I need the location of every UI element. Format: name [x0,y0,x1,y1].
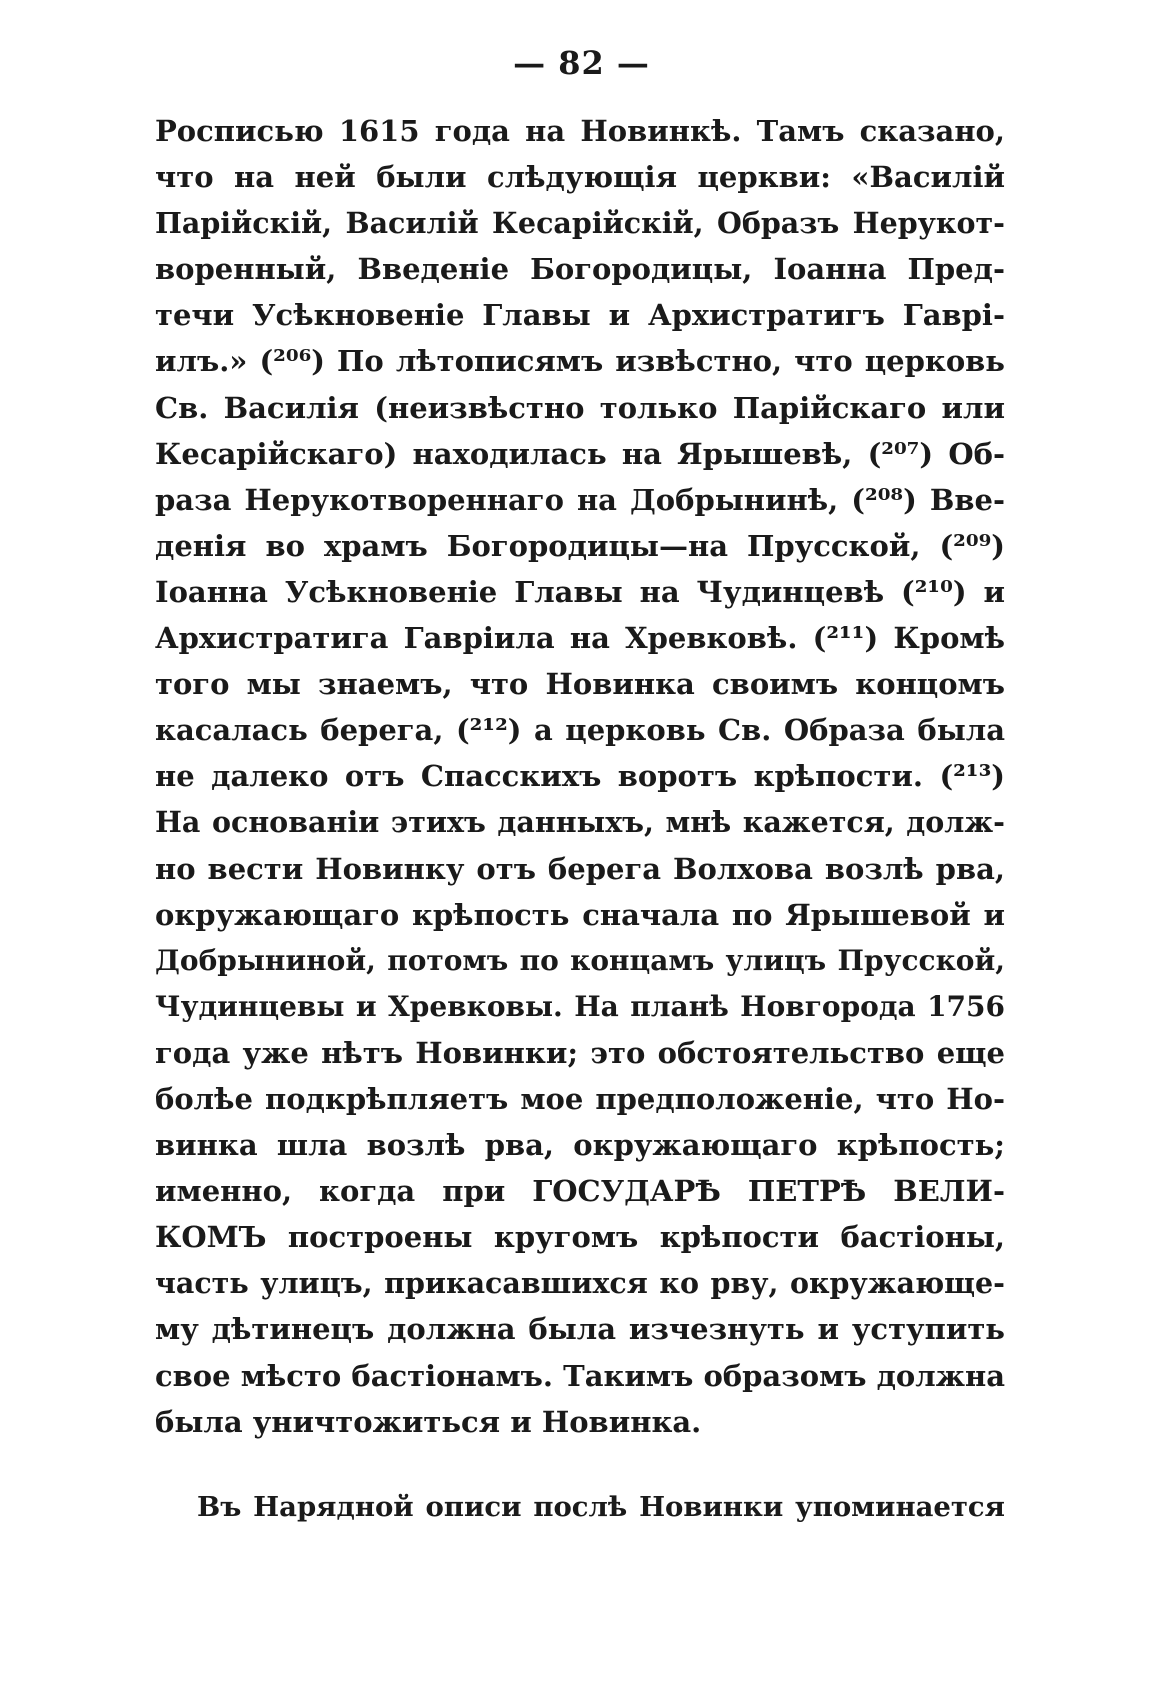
text-line: не далеко отъ Спасскихъ воротъ крѣпости. (²¹³) [155,759,1005,794]
text-line: Архистратига Гавріила на Хревковѣ. (²¹¹) Кромѣ [155,621,1005,656]
text-line: года уже нѣтъ Новинки; это обстоятельство еще [155,1035,1005,1070]
text-line: часть улицъ, прикасавшихся ко рву, окружающе- [155,1266,1005,1301]
text-line: Парійскій, Василій Кесарійскій, Образъ Нерукот- [155,206,1005,241]
text-line: Росписью 1615 года на Новинкѣ. Тамъ сказано, [155,114,1005,148]
text-line: болѣе подкрѣпляетъ мое предположеніе, что Но- [155,1081,1005,1116]
text-line: что на ней были слѣдующія церкви: «Василій [155,160,1005,195]
text-line: Кесарійскаго) находилась на Ярышевѣ, (²⁰⁷) Об- [155,436,1005,471]
text-line: Добрыниной, потомъ по концамъ улицъ Прусской, [155,943,1005,977]
text-line: му дѣтинецъ должна была изчезнуть и уступить [155,1312,1005,1347]
text-line: Въ Нарядной описи послѣ Новинки упоминается [197,1491,1005,1523]
text-line: касалась берега, (²¹²) а церковь Св. Образа была [155,713,1005,748]
paragraph-continued [155,1484,1005,1530]
paragraph-main [155,108,1005,1445]
text-line: илъ.» (²⁰⁶) По лѣтописямъ извѣстно, что церковь [155,344,1005,379]
text-line: была уничтожиться и Новинка. [155,1404,702,1439]
text-line: На основаніи этихъ данныхъ, мнѣ кажется, долж- [155,805,1005,840]
text-line: денія во храмъ Богородицы—на Прусской, (²⁰⁹) [155,528,1005,563]
text-line: Чудинцевы и Хревковы. На планѣ Новгорода 1756 [155,989,1005,1023]
text-line: КОМЪ построены кругомъ крѣпости бастіоны, [155,1220,1005,1255]
text-line: свое мѣсто бастіонамъ. Такимъ образомъ должна [155,1358,1005,1393]
text-line: Іоанна Усѣкновеніе Главы на Чудинцевѣ (²¹⁰) и [155,574,1005,609]
text-line: окружающаго крѣпость сначала по Ярышевой и [155,897,1005,932]
text-line: того мы знаемъ, что Новинка своимъ концомъ [155,667,1005,702]
text-line: именно, когда при ГОСУДАРѢ ПЕТРѢ ВЕЛИ- [155,1174,1005,1209]
text-line: течи Усѣкновеніе Главы и Архистратигъ Гаврі- [155,298,1005,333]
text-line: винка шла возлѣ рва, окружающаго крѣпость; [155,1128,1005,1163]
page-number: — 82 — [513,44,650,82]
text-line: но вести Новинку отъ берега Волхова возлѣ рва, [155,851,1005,886]
text-line: Св. Василія (неизвѣстно только Парійскаго или [155,390,1005,425]
text-line: воренный, Введеніе Богородицы, Іоанна Пред- [155,252,1005,287]
text-line: раза Нерукотвореннаго на Добрынинѣ, (²⁰⁸) Вве- [155,482,1005,517]
